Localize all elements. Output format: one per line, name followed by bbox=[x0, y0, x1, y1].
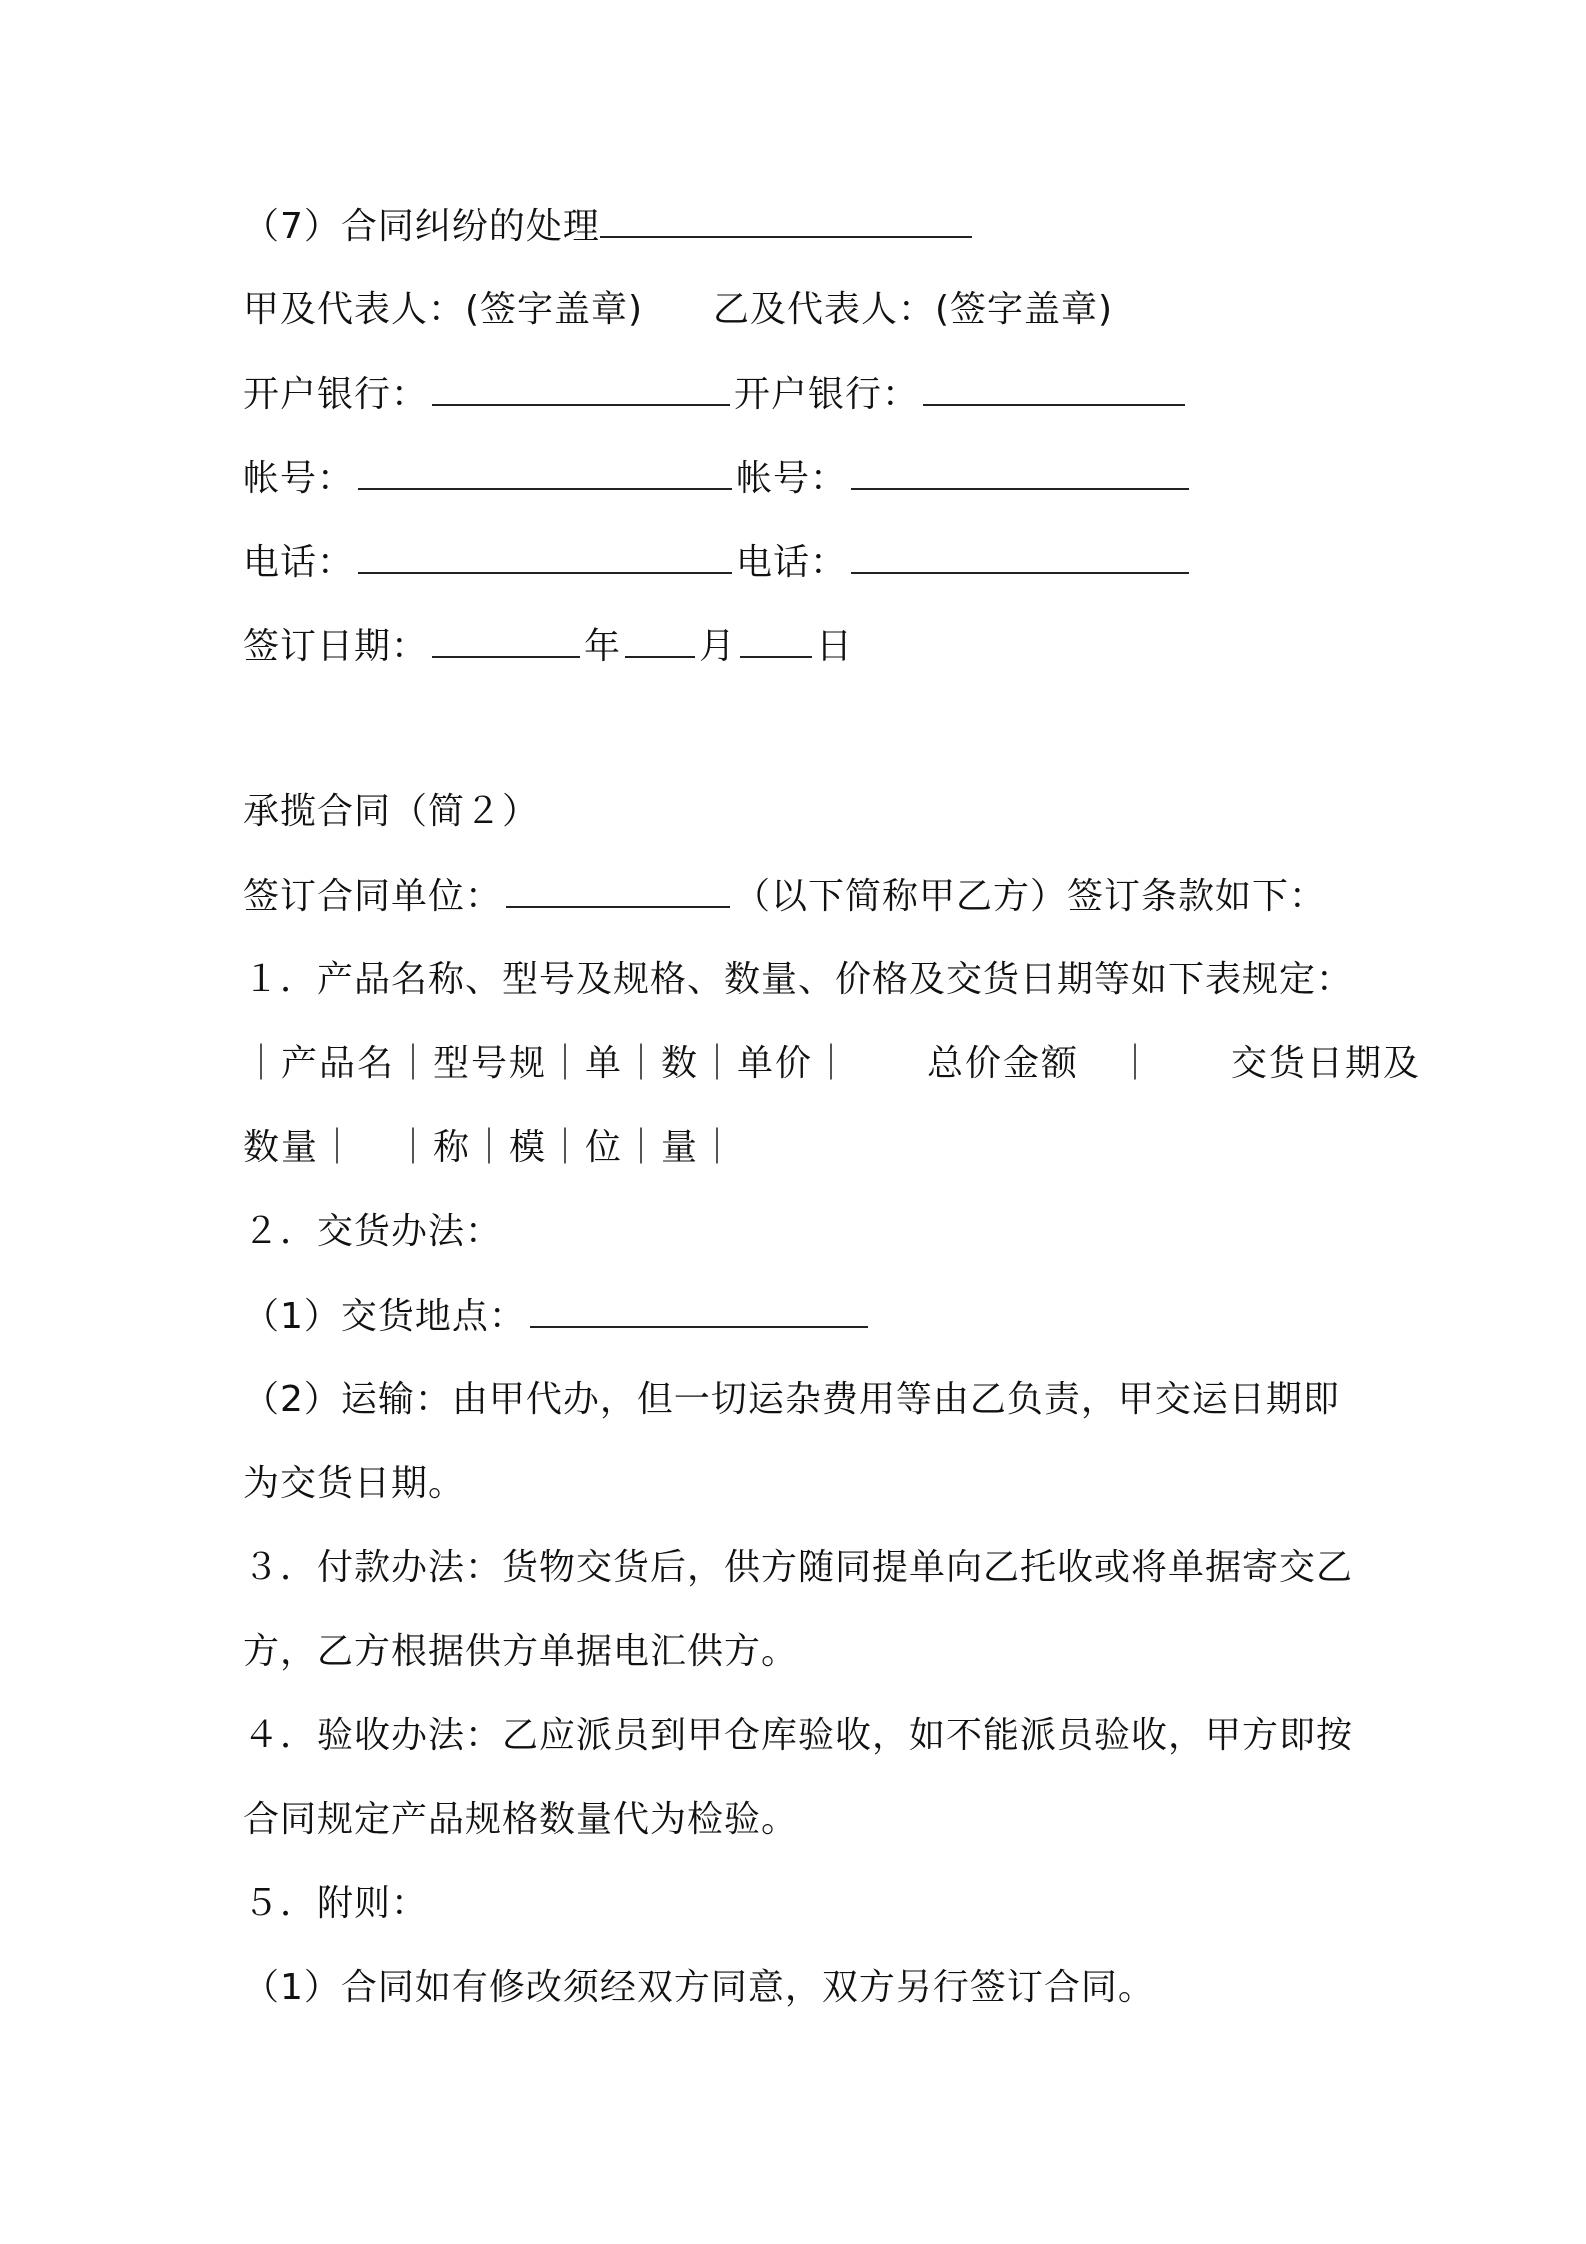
item-1 bbox=[243, 950, 1353, 1010]
item-2-2-a bbox=[243, 1370, 1340, 1430]
table-row-1 bbox=[243, 1034, 1421, 1094]
party-a-sign: 甲及代表人：(签字盖章) bbox=[243, 289, 644, 330]
item-4-b bbox=[243, 1790, 798, 1850]
item-3-a bbox=[243, 1538, 1353, 1598]
day-blank bbox=[740, 616, 812, 658]
item-5 bbox=[243, 1874, 428, 1934]
bank-b-label: 开户银行： bbox=[734, 374, 920, 415]
month-blank bbox=[625, 616, 695, 658]
item-2-2-a-text: （2）运输：由甲代办，但一切运杂费用等由乙负责，甲交运日期即 bbox=[243, 1379, 1340, 1420]
item-2-text: ２．交货办法： bbox=[243, 1211, 503, 1252]
party-b-sign: 乙及代表人：(签字盖章) bbox=[713, 289, 1114, 330]
item-4-a-text: ４．验收办法：乙应派员到甲仓库验收，如不能派员验收，甲方即按 bbox=[243, 1715, 1354, 1756]
clause-7-text: （7）合同纠纷的处理 bbox=[243, 206, 600, 247]
phone-b-blank bbox=[851, 532, 1189, 574]
sign-date-line bbox=[243, 616, 853, 676]
item-2 bbox=[243, 1202, 502, 1262]
units-line bbox=[243, 866, 1326, 926]
year-label: 年 bbox=[584, 626, 622, 667]
item-2-2-b-text: 为交货日期。 bbox=[243, 1463, 466, 1504]
item-3-b-text: 方，乙方根据供方单据电汇供方。 bbox=[243, 1631, 799, 1672]
phone-b-label: 电话： bbox=[736, 542, 848, 583]
account-b-blank bbox=[851, 448, 1189, 490]
bank-line bbox=[243, 364, 1189, 424]
item-4-a bbox=[243, 1706, 1353, 1766]
phone-line bbox=[243, 532, 1193, 592]
units-blank bbox=[506, 866, 730, 908]
sign-date-label: 签订日期： bbox=[243, 626, 429, 667]
table-row-2-text: 数量｜ ｜称｜模｜位｜量｜ bbox=[243, 1127, 738, 1168]
account-b-label: 帐号： bbox=[736, 458, 848, 499]
item-5-text: ５．附则： bbox=[243, 1883, 429, 1924]
item-3-a-text: ３．付款办法：货物交货后，供方随同提单向乙托收或将单据寄交乙 bbox=[243, 1547, 1354, 1588]
item-2-1 bbox=[243, 1286, 872, 1346]
phone-a-label: 电话： bbox=[243, 542, 355, 583]
item-2-2-b bbox=[243, 1454, 465, 1514]
bank-a-label: 开户银行： bbox=[243, 374, 429, 415]
item-5-1-text: （1）合同如有修改须经双方同意，双方另行签订合同。 bbox=[243, 1967, 1155, 2008]
contract-2-title-text: 承揽合同（简２） bbox=[243, 791, 540, 832]
month-label: 月 bbox=[699, 626, 737, 667]
units-label: 签订合同单位： bbox=[243, 876, 503, 917]
table-row-1-text: ｜产品名｜型号规｜单｜数｜单价｜ 总价金额 ｜ 交货日期及 bbox=[243, 1043, 1422, 1084]
account-a-blank bbox=[358, 448, 732, 490]
clause-7-blank bbox=[600, 196, 972, 238]
bank-b-blank bbox=[923, 364, 1185, 406]
item-3-b bbox=[243, 1622, 798, 1682]
year-blank bbox=[432, 616, 580, 658]
signature-line-b bbox=[713, 280, 1113, 340]
item-5-1 bbox=[243, 1958, 1155, 2018]
day-label: 日 bbox=[816, 626, 854, 667]
account-line bbox=[243, 448, 1193, 508]
phone-a-blank bbox=[358, 532, 732, 574]
item-4-b-text: 合同规定产品规格数量代为检验。 bbox=[243, 1799, 799, 1840]
item-1-text: １．产品名称、型号及规格、数量、价格及交货日期等如下表规定： bbox=[243, 959, 1354, 1000]
bank-a-blank bbox=[432, 364, 730, 406]
account-a-label: 帐号： bbox=[243, 458, 355, 499]
contract-2-title bbox=[243, 782, 539, 842]
delivery-place-blank bbox=[530, 1286, 868, 1328]
signature-line bbox=[243, 280, 643, 340]
clause-7-line bbox=[243, 196, 976, 256]
item-2-1-text: （1）交货地点： bbox=[243, 1296, 526, 1337]
table-row-2 bbox=[243, 1118, 737, 1178]
units-suffix: （以下简称甲乙方）签订条款如下： bbox=[734, 876, 1327, 917]
